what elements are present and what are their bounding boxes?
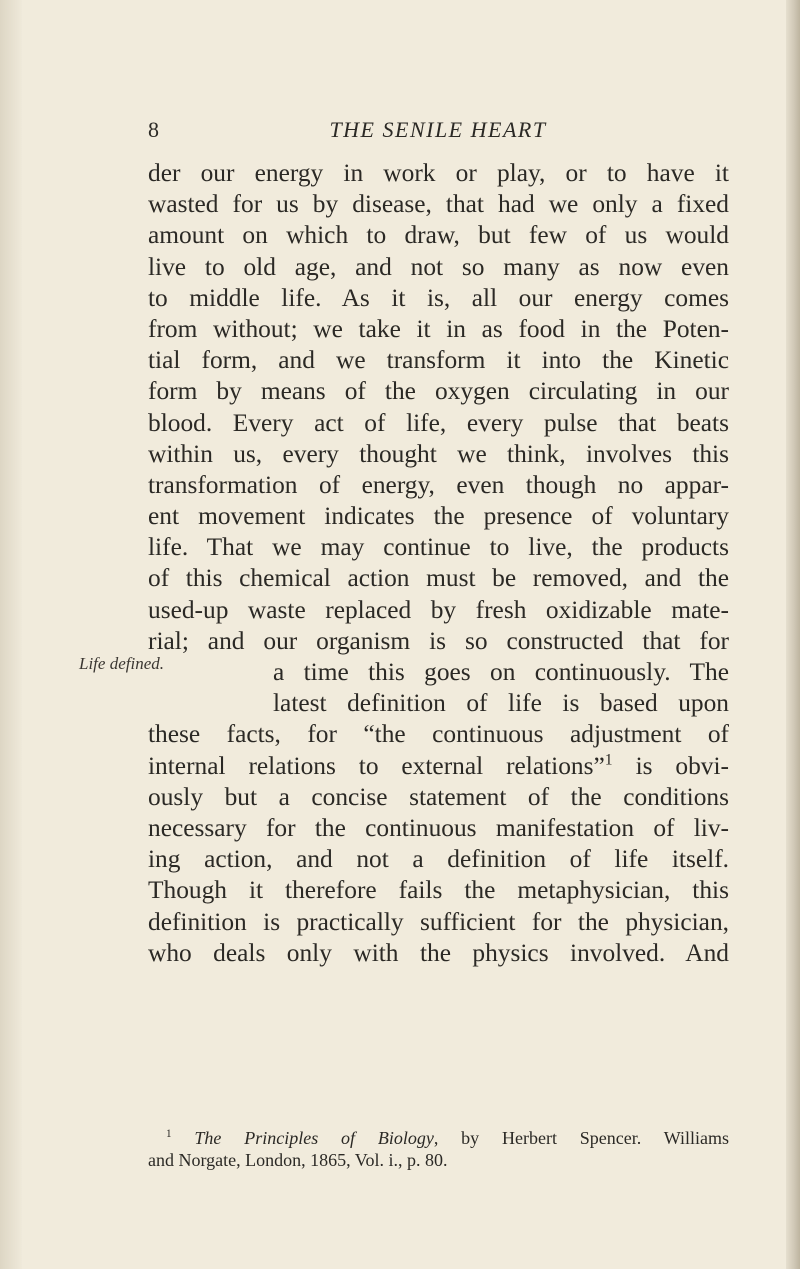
text-line: wasted for us by disease, that had we only a fixed [148,190,729,219]
page-number: 8 [148,117,159,142]
text-line: a time this goes on continuously. The [273,658,729,686]
text-line: within us, every thought we think, involves this [148,439,729,468]
text-line: rial; and our organism is so constructed that for [148,626,729,655]
text-line: from without; we take it in as food in the Poten- [148,314,729,343]
margin-note: Life defined. [79,654,164,673]
page-header [148,117,728,147]
text-line: ously but a concise statement of the conditions [148,782,729,811]
footnote-marker: 1 [166,1128,172,1140]
text-line: live to old age, and not so many as now even [148,252,729,281]
text-line: life. That we may continue to live, the products [148,533,729,562]
text-line-part: is obvi- [635,751,729,780]
page-right-edge [786,0,800,1269]
text-line: transformation of energy, even though no appar- [148,470,729,499]
text-line: latest definition of life is based upon [273,689,729,718]
text-line: tial form, and we transform it into the Kinetic [148,346,729,375]
running-title: THE SENILE HEART [329,117,547,142]
page-left-edge [0,0,22,1269]
footnote-reference: 1 [604,751,613,769]
text-line: ent movement indicates the presence of voluntary [148,502,729,531]
text-line: used-up waste replaced by fresh oxidizable mate- [148,595,729,624]
text-line-part: internal relations to external relations” [148,751,605,780]
text-line: der our energy in work or play, or to have it [148,159,729,187]
text-line-with-footnote-ref [148,751,729,782]
text-line: Though it therefore fails the metaphysician, this [148,876,729,905]
text-line: ing action, and not a definition of life itself. [148,845,729,874]
body-text [148,158,729,969]
footnote-citation: , by Herbert Spencer. Williams [433,1128,730,1148]
footnote-line: and Norgate, London, 1865, Vol. i., p. 80. [148,1149,448,1170]
text-line: of this chemical action must be removed, and the [148,564,729,593]
text-line: definition is practically sufficient for the physician, [148,907,729,936]
footnote-book-title: The Principles of Biology [194,1128,434,1148]
footnote [148,1128,729,1171]
text-line: who deals only with the physics involved. And [148,938,729,967]
footnote-line [148,1128,729,1150]
text-line: necessary for the continuous manifestation of liv- [148,813,729,842]
text-line: blood. Every act of life, every pulse that beats [148,408,729,437]
text-line: form by means of the oxygen circulating in our [148,377,729,406]
text-line: to middle life. As it is, all our energy comes [148,283,729,312]
text-line: these facts, for “the continuous adjustment of [148,720,729,749]
text-line: amount on which to draw, but few of us would [148,221,729,250]
